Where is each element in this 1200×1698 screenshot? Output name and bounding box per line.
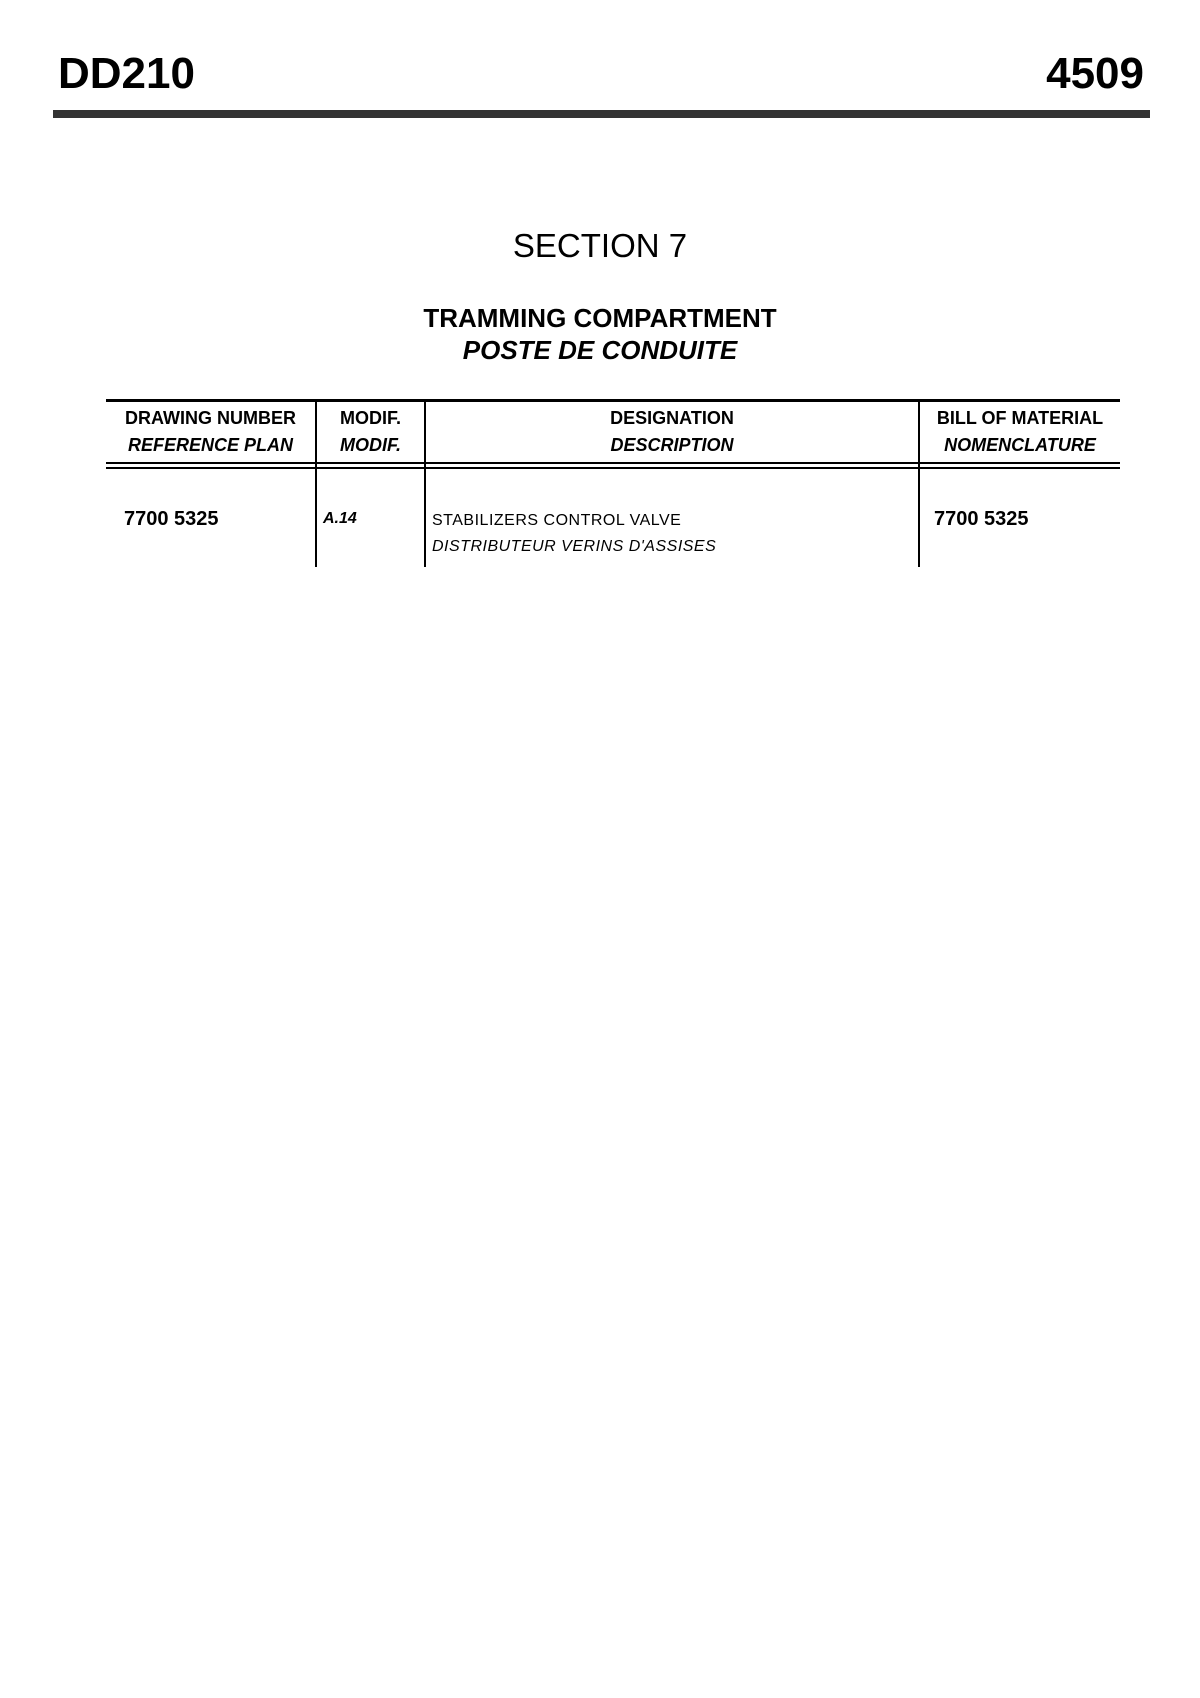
- column-header-drawing-number: [106, 405, 315, 459]
- table-top-rule: [106, 399, 1120, 402]
- bill-of-material-link[interactable]: 7700 5325: [934, 508, 1029, 530]
- designation-english: STABILIZERS CONTROL VALVE: [432, 512, 682, 529]
- designation-cell: [432, 508, 716, 560]
- column-header-fr: DESCRIPTION: [610, 435, 734, 455]
- column-header-bill-of-material: [920, 405, 1120, 459]
- column-header-en: DRAWING NUMBER: [125, 408, 296, 428]
- subtitle-french: POSTE DE CONDUITE: [462, 335, 738, 365]
- column-header-en: DESIGNATION: [610, 408, 734, 428]
- page-header: [53, 49, 1148, 108]
- table-header-rule-2: [106, 467, 1120, 469]
- column-header-designation: [426, 405, 918, 459]
- page-number: 4509: [1046, 49, 1144, 98]
- model-code: DD210: [58, 49, 195, 98]
- table-header-rule: [106, 462, 1120, 464]
- subtitle-english: TRAMMING COMPARTMENT: [423, 303, 777, 333]
- column-header-fr: NOMENCLATURE: [944, 435, 1096, 455]
- modif-code: A.14: [323, 510, 357, 527]
- column-header-fr: MODIF.: [340, 435, 401, 455]
- column-header-en: BILL OF MATERIAL: [936, 408, 1104, 428]
- column-header-modif: [317, 405, 424, 459]
- column-header-fr: REFERENCE PLAN: [127, 435, 293, 455]
- section-title: SECTION 7: [512, 227, 688, 264]
- header-divider: [53, 110, 1150, 118]
- section-subtitle: [0, 302, 1200, 366]
- drawing-number-link[interactable]: 7700 5325: [124, 508, 219, 530]
- parts-table: [106, 399, 1120, 567]
- designation-french: DISTRIBUTEUR VERINS D'ASSISES: [432, 538, 717, 555]
- column-header-en: MODIF.: [340, 408, 401, 428]
